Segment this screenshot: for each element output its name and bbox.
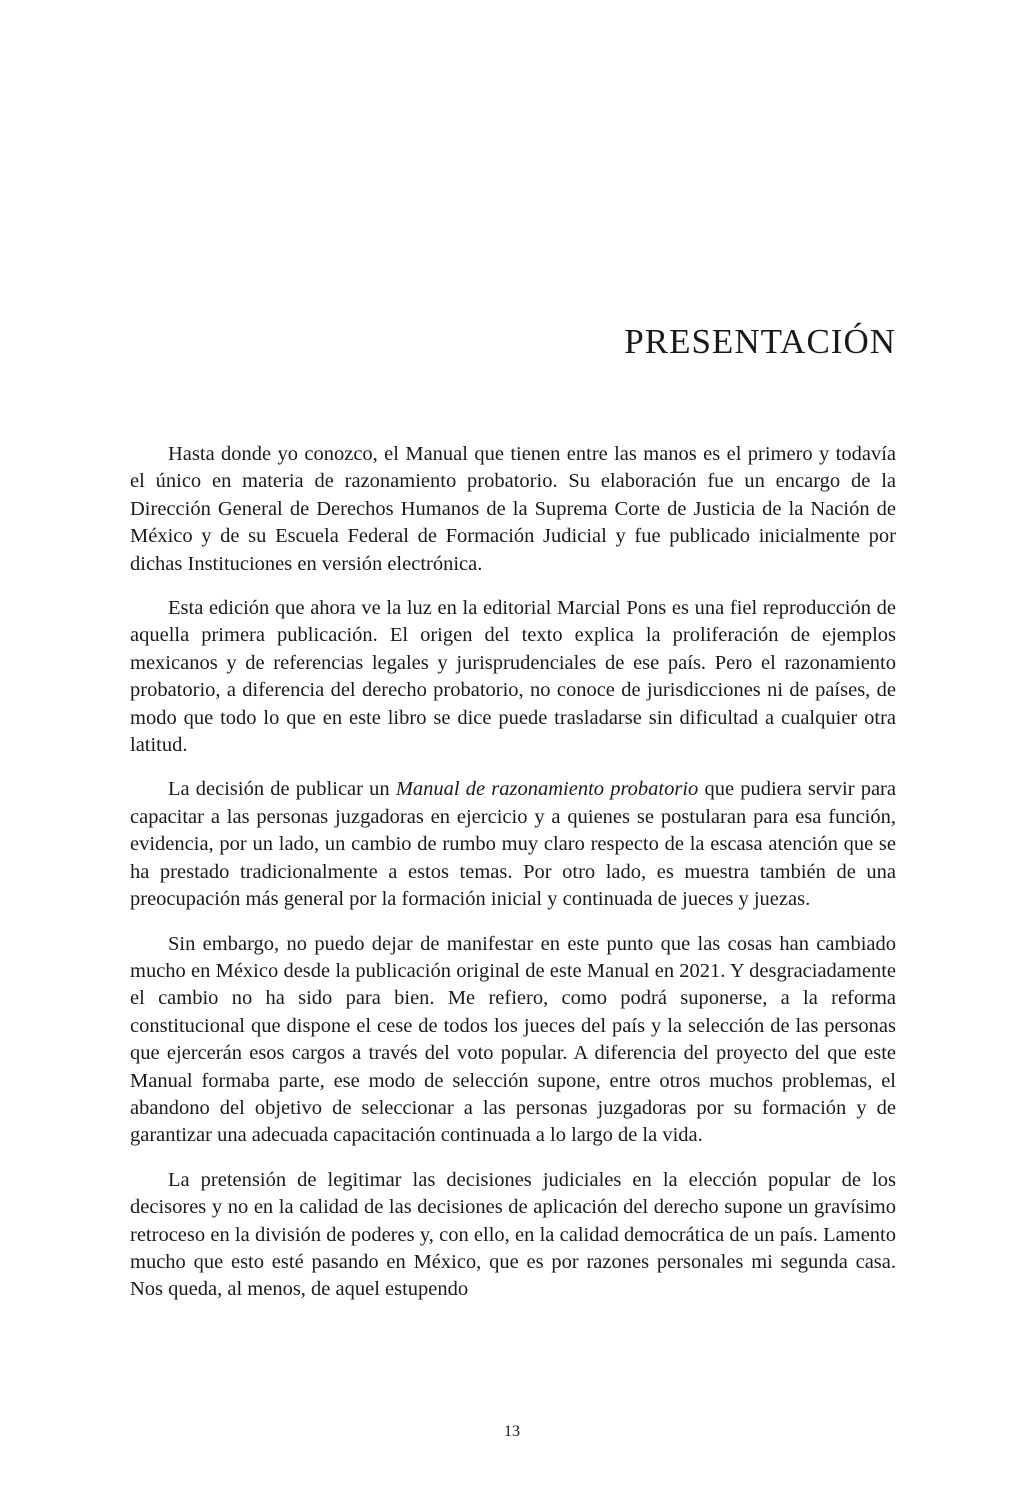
paragraph-3-after: que pudiera servir para capacitar a las personas juzgadoras en ejercicio y a quienes se postularan para esa función, evidencia, por un lado, un cambio de rumbo muy claro respecto de la escasa atención que se ha prestado tradicionalmente a estos temas. Por otro lado, es muestra también de una preocupación más general por la formación inicial y continuada de jueces y juezas. [130,778,896,911]
book-title-italic: Manual de razonamiento probatorio [395,778,699,801]
body-text [130,441,896,1321]
paragraph-3-before: La decisión de publicar un [168,778,396,801]
page-number: 13 [504,1423,520,1440]
paragraph-5: La pretensión de legitimar las decisiones judiciales en la elección popular de los decisores y no en la calidad de las decisiones de aplicación del derecho supone un gravísimo retroceso en la división de poderes y, con ello, en la calidad democrática de un país. Lamento mucho que esto esté pasando en México, que es por razones personales mi segunda casa. Nos queda, al menos, de aquel estupendo [130,1168,896,1301]
paragraph-2: Esta edición que ahora ve la luz en la editorial Marcial Pons es una fiel reproducción de aquella primera publicación. El origen del texto explica la proliferación de ejemplos mexicanos y de referencias legales y jurisprudenciales de ese país. Pero el razonamiento probatorio, a diferencia del derecho probatorio, no conoce de jurisdicciones ni de países, de modo que todo lo que en este libro se dice puede trasladarse sin dificultad a cualquier otra latitud. [130,597,896,757]
paragraph-3 [130,776,896,913]
paragraph-4: Sin embargo, no puedo dejar de manifestar en este punto que las cosas han cambiado mucho en México desde la publicación original de este Manual en 2021. Y desgraciadamente el cambio no ha sido para bien. Me refiero, como podrá suponerse, a la reforma constitucional que dispone el cese de todos los jueces del país y la selección de las personas que ejercerán esos cargos a través del voto popular. A diferencia del proyecto del que este Manual formaba parte, ese modo de selección supone, entre otros muchos problemas, el abandono del objetivo de seleccionar a las personas juzgadoras por su formación y de garantizar una adecuada capacitación continuada a lo largo de la vida. [130,932,896,1147]
paragraph-1: Hasta donde yo conozco, el Manual que tienen entre las manos es el primero y todavía el único en materia de razonamiento probatorio. Su elaboración fue un encargo de la Dirección General de Derechos Humanos de la Suprema Corte de Justicia de la Nación de México y de su Escuela Federal de Formación Judicial y fue publicado inicialmente por dichas Instituciones en versión electrónica. [130,443,896,575]
chapter-heading: PRESENTACIÓN [624,322,896,361]
